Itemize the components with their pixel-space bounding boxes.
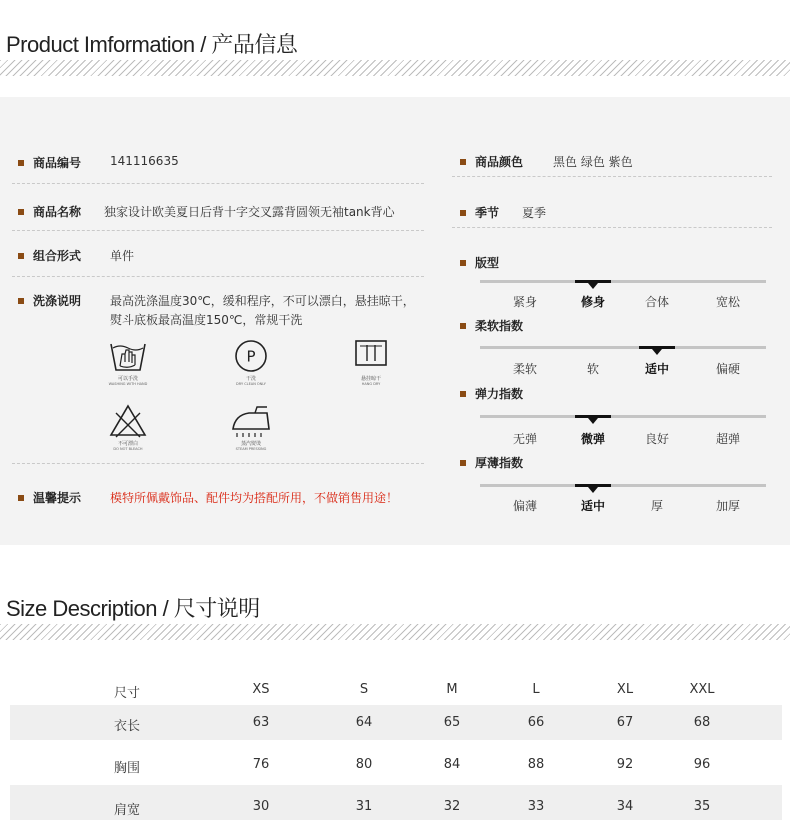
care-caption: 不可漂白 [117, 441, 138, 447]
value-item-name: 独家设计欧美夏日后背十字交叉露背圆领无袖tank背心 [104, 205, 395, 219]
scale-option: 适中 [644, 362, 669, 376]
bullet-icon [18, 253, 24, 259]
care-caption: 干洗 [245, 376, 256, 382]
scale-track [480, 415, 766, 418]
care-caption-en: HANG DRY [361, 382, 381, 386]
table-header-cell: 尺寸 [113, 686, 140, 701]
scale-option: 微弹 [580, 432, 605, 446]
bullet-icon [460, 260, 466, 266]
scale-pointer-icon [588, 487, 598, 493]
no-bleach-icon [93, 403, 163, 452]
table-cell: 67 [616, 715, 634, 730]
label-combination: 组合形式 [18, 247, 81, 264]
scale-option: 超弹 [715, 432, 740, 446]
row-divider [12, 463, 424, 464]
scale-track [480, 484, 766, 487]
bullet-icon [460, 159, 466, 165]
row-divider [12, 276, 424, 277]
scale-option: 柔软 [512, 362, 537, 376]
label-scale: 厚薄指数 [460, 454, 523, 471]
table-cell: 33 [527, 799, 545, 814]
bullet-icon [18, 495, 24, 501]
steam-iron-icon [216, 403, 286, 452]
row-divider [12, 230, 424, 231]
row-divider [452, 227, 772, 228]
label-scale: 版型 [460, 254, 499, 271]
scale-option: 合体 [644, 295, 669, 309]
label-item-name: 商品名称 [18, 203, 81, 220]
scale-pointer-icon [588, 418, 598, 424]
care-caption-en: WASHING WITH HAND [108, 382, 148, 386]
dry-clean-glyph: P [246, 347, 256, 366]
table-cell: 31 [355, 799, 373, 814]
table-cell: 肩宽 [113, 803, 140, 818]
label-notice: 温馨提示 [18, 489, 81, 506]
care-caption-en: DRY CLEAN ONLY [236, 382, 266, 386]
table-cell: 84 [443, 757, 461, 772]
title-divider [0, 60, 790, 76]
scale-option: 紧身 [512, 295, 537, 309]
scale-option: 修身 [580, 295, 605, 309]
value-season: 夏季 [522, 206, 547, 220]
scale-track [480, 280, 766, 283]
table-cell: 34 [616, 799, 634, 814]
row-divider [12, 183, 424, 184]
table-header-cell: XXL [689, 682, 715, 697]
row-divider [452, 176, 772, 177]
size-description-title: Size Description / 尺寸说明 [6, 596, 260, 621]
bullet-icon [460, 323, 466, 329]
table-header-cell: XS [252, 682, 270, 697]
value-washing-line1: 最高洗涤温度30℃，缓和程序，不可以漂白，悬挂晾干， [110, 294, 415, 308]
value-notice: 模特所佩戴饰品、配件均为搭配所用，不做销售用途！ [110, 491, 399, 505]
scale-option: 宽松 [715, 295, 740, 309]
care-caption: 悬挂晾干 [360, 376, 381, 382]
bullet-icon [460, 210, 466, 216]
care-caption: 可以手洗 [117, 376, 138, 382]
care-caption: 蒸汽熨烫 [240, 441, 261, 447]
bullet-icon [18, 160, 24, 166]
table-header-cell: M [446, 682, 458, 697]
table-header-cell: S [359, 682, 369, 697]
value-color: 黑色 绿色 紫色 [553, 155, 633, 169]
dry-clean-icon [216, 338, 286, 387]
label-color: 商品颜色 [460, 153, 523, 170]
table-cell: 30 [252, 799, 270, 814]
care-caption-en: STEAM PRESSING [235, 447, 267, 451]
value-combination: 单件 [110, 249, 135, 263]
label-season: 季节 [460, 204, 499, 221]
table-cell: 68 [693, 715, 711, 730]
scale-option: 软 [586, 362, 599, 376]
scale-pointer-icon [652, 349, 662, 355]
value-washing-line2: 熨斗底板最高温度150℃，常规干洗 [110, 313, 303, 327]
table-cell: 胸围 [113, 761, 140, 776]
scale-option: 适中 [580, 499, 605, 513]
table-cell: 88 [527, 757, 545, 772]
care-caption-en: DO NOT BLEACH [113, 447, 143, 451]
table-cell: 80 [355, 757, 373, 772]
hang-dry-icon [336, 338, 406, 387]
table-cell: 66 [527, 715, 545, 730]
table-cell: 96 [693, 757, 711, 772]
label-scale: 柔软指数 [460, 317, 523, 334]
scale-option: 厚 [650, 499, 663, 513]
label-item-number: 商品编号 [18, 154, 81, 171]
title-divider [0, 624, 790, 640]
hand-wash-icon [93, 338, 163, 387]
table-cell: 衣长 [113, 719, 140, 734]
scale-option: 偏薄 [512, 499, 537, 513]
scale-pointer-icon [588, 283, 598, 289]
table-cell: 63 [252, 715, 270, 730]
value-item-number: 141116635 [110, 154, 179, 168]
bullet-icon [460, 460, 466, 466]
table-cell: 76 [252, 757, 270, 772]
table-cell: 35 [693, 799, 711, 814]
table-header-cell: L [532, 682, 540, 697]
scale-option: 偏硬 [715, 362, 740, 376]
table-cell: 32 [443, 799, 461, 814]
scale-option: 良好 [644, 432, 669, 446]
table-header-cell: XL [616, 682, 634, 697]
bullet-icon [18, 298, 24, 304]
label-washing: 洗涤说明 [18, 292, 81, 309]
table-cell: 64 [355, 715, 373, 730]
scale-option: 加厚 [715, 499, 740, 513]
table-cell: 65 [443, 715, 461, 730]
bullet-icon [18, 209, 24, 215]
scale-option: 无弹 [512, 432, 537, 446]
bullet-icon [460, 391, 466, 397]
table-cell: 92 [616, 757, 634, 772]
label-scale: 弹力指数 [460, 385, 523, 402]
product-info-title: Product Imformation / 产品信息 [6, 32, 298, 57]
scale-track [480, 346, 766, 349]
